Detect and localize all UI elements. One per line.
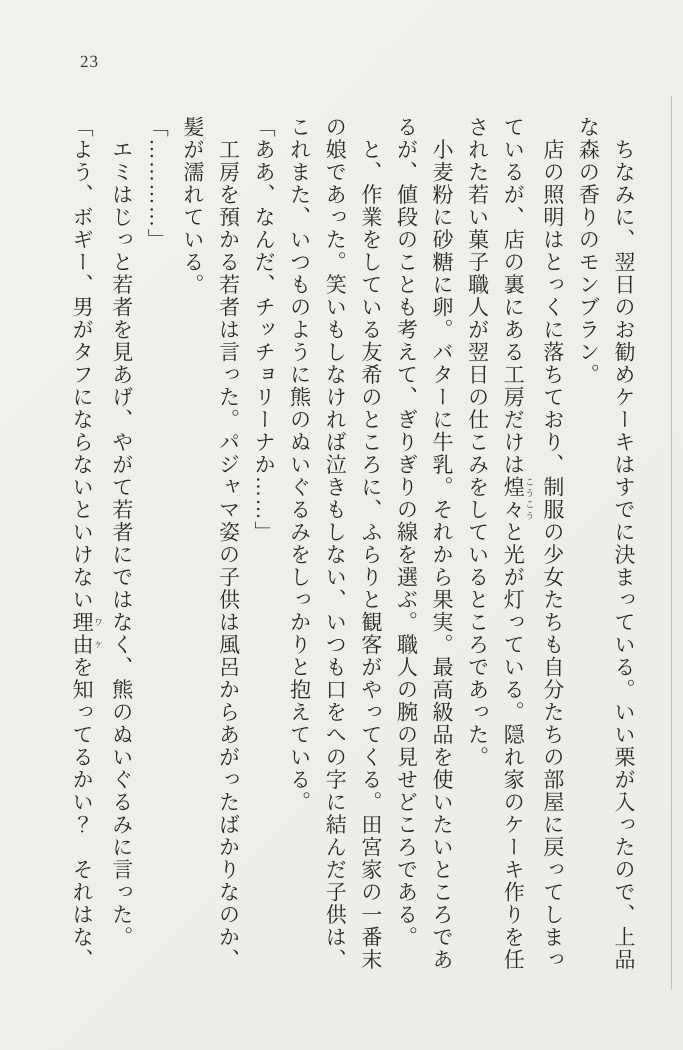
page-number: 23: [79, 51, 100, 72]
text-line: な森の香りのモンブラン。: [576, 116, 601, 386]
text-line: 「ああ、なんだ、チッチョリーナか……」: [252, 116, 277, 544]
furigana-ruby: 煌々 こうこう: [501, 476, 535, 521]
text-line: の娘であった。笑いもしなければ泣きもしない、いつも口をへの字に結んだ子供は、: [323, 116, 348, 971]
page-text: [64, 116, 642, 980]
text-line: 小麦粉に砂糖に卵。バターに牛乳。それから果実。最高級品を使いたいところであ: [430, 116, 455, 971]
text-line: 髪が濡れている。: [180, 116, 205, 296]
text-line: された若い菓子職人が翌日の仕こみをしているところであった。: [465, 116, 490, 769]
text-line: るが、値段のことも考えて、ぎりぎりの線を選ぶ。職人の腕の見せどころである。: [394, 116, 419, 949]
text-line: と、作業をしている友希のところに、ふらりと観客がやってくる。田宮家の一番末: [358, 116, 383, 971]
text-line: ているが、店の裏にある工房だけは煌々 こうこうと光が灯っている。隠れ家のケーキ作りを任: [501, 116, 535, 971]
scan-artifact-line: [671, 96, 672, 990]
text-line: 「よう、ボギー、男がタフにならないといけない理由 ワケを知ってるかい？ それはな、: [70, 116, 104, 971]
text-line: 店の照明はとっくに落ちており、制服の少女たちも自分たちの部屋に戻ってしまっ: [540, 116, 565, 971]
text-line: ちなみに、翌日のお勧めケーキはすでに決まっている。いい栗が入ったので、上品: [612, 116, 636, 971]
text-line: 「…………」: [145, 116, 170, 251]
furigana-ruby: 理由 ワケ: [70, 611, 104, 656]
text-line: エミはじっと若者を見あげ、やがて若者にではなく、熊のぬいぐるみに言った。: [109, 116, 134, 949]
text-line: これまた、いつものように熊のぬいぐるみをしっかりと抱えている。: [287, 116, 312, 814]
text-line: 工房を預かる若者は言った。パジャマ姿の子供は風呂からあがったばかりなのか、: [216, 116, 241, 971]
